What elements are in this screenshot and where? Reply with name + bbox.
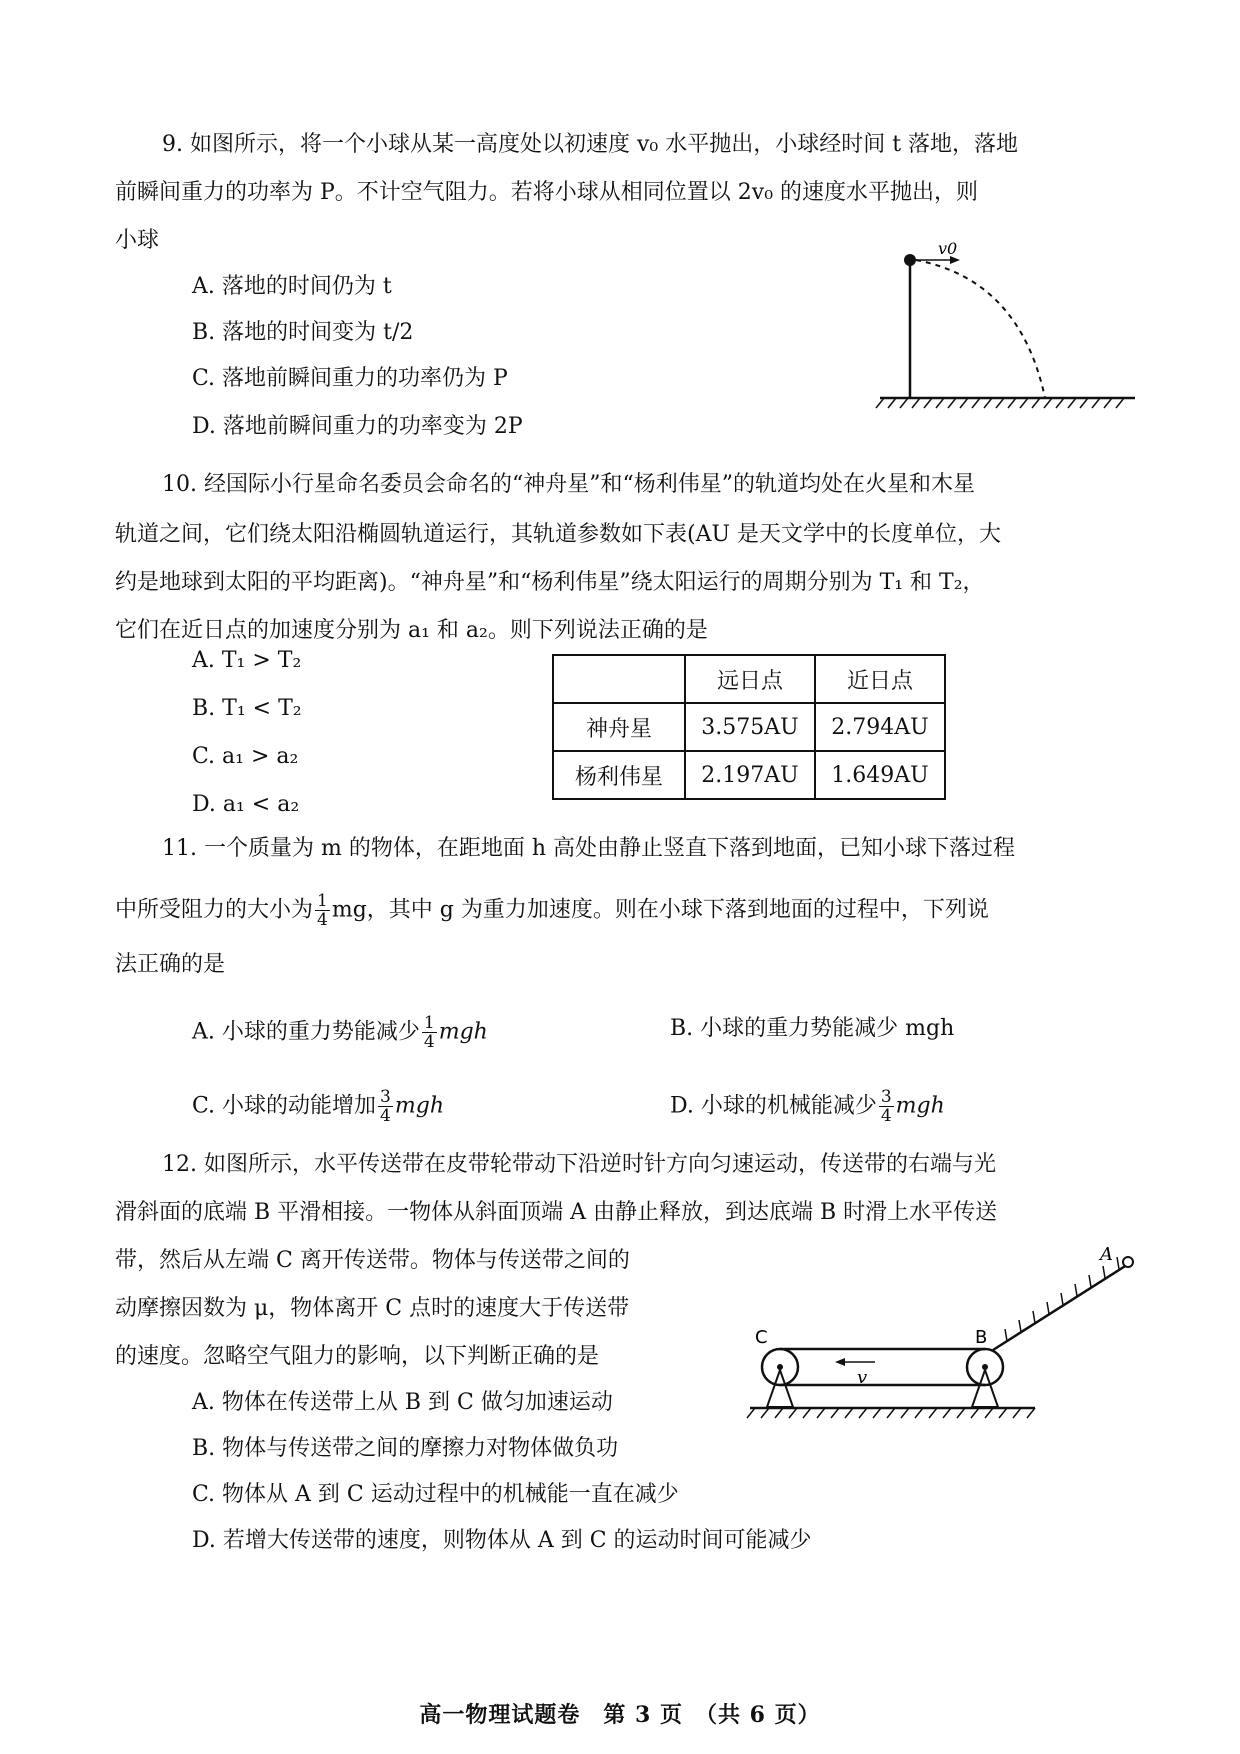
- q11-stem-line2: [115, 892, 989, 929]
- q11-option-d: D. 小球的机械能减少 $\frac{3}{4}$ mgh: [670, 1087, 945, 1126]
- fraction-three-quarters: $\frac{3}{4}$: [380, 1087, 391, 1126]
- q9-stem-line1: 9. 如图所示，将一个小球从某一高度处以初速度 v₀ 水平抛出，小球经时间 t 落地，落地: [162, 132, 1019, 157]
- q11-stem-line3: 法正确的是: [115, 952, 226, 977]
- q9-stem-line3: 小球: [115, 228, 160, 253]
- q12-stem-line5: 的速度。忽略空气阻力的影响，以下判断正确的是: [115, 1344, 600, 1369]
- table-cell: 神舟星: [553, 703, 685, 751]
- label-b: B: [975, 1327, 988, 1348]
- q9-option-a: A. 落地的时间仍为 t: [192, 274, 392, 299]
- q9-v0-label: v0: [938, 240, 958, 258]
- q10-stem-line4: 它们在近日点的加速度分别为 a₁ 和 a₂。则下列说法正确的是: [115, 618, 708, 643]
- q9-option-d: D. 落地前瞬间重力的功率变为 2P: [192, 414, 523, 439]
- q12-option-b: B. 物体与传送带之间的摩擦力对物体做负功: [192, 1436, 619, 1461]
- table-header-cell: [553, 655, 685, 703]
- table-cell: 3.575AU: [685, 703, 815, 751]
- label-a: A: [1100, 1245, 1113, 1265]
- q9-projectile-figure: [870, 240, 1140, 420]
- q12-stem-line2: 滑斜面的底端 B 平滑相接。一物体从斜面顶端 A 由静止释放，到达底端 B 时滑上水平传送: [115, 1200, 998, 1225]
- q12-option-a: A. 物体在传送带上从 B 到 C 做匀加速运动: [192, 1390, 613, 1415]
- q10-stem-line1: 10. 经国际小行星命名委员会命名的“神舟星”和“杨利伟星”的轨道均处在火星和木星: [162, 472, 975, 497]
- q12-option-c: C. 物体从 A 到 C 运动过程中的机械能一直在减少: [192, 1482, 679, 1507]
- q12-option-d: D. 若增大传送带的速度，则物体从 A 到 C 的运动时间可能减少: [192, 1528, 812, 1553]
- q11-option-b: B. 小球的重力势能减少 mgh: [670, 1016, 955, 1041]
- q10-option-a: A. T₁ > T₂: [192, 648, 302, 673]
- table-header-cell: 远日点: [685, 655, 815, 703]
- q11-option-a: A. 小球的重力势能减少 $\frac{1}{4}$ mgh: [192, 1013, 488, 1052]
- label-v: v: [857, 1367, 868, 1388]
- q10-option-d: D. a₁ < a₂: [192, 792, 300, 817]
- q12-stem-line3: 带，然后从左端 C 离开传送带。物体与传送带之间的: [115, 1248, 630, 1273]
- page-footer: 高一物理试题卷 第 3 页 （共 6 页）: [419, 1702, 821, 1728]
- q10-option-c: C. a₁ > a₂: [192, 744, 299, 769]
- q9-option-b: B. 落地的时间变为 t/2: [192, 320, 414, 345]
- q12-stem-line1: 12. 如图所示，水平传送带在皮带轮带动下沿逆时针方向匀速运动，传送带的右端与光: [162, 1152, 996, 1177]
- q9-option-c: C. 落地前瞬间重力的功率仍为 P: [192, 366, 508, 391]
- table-cell: 1.649AU: [815, 751, 945, 799]
- q11-stem-line2-prefix: 中所受阻力的大小为: [115, 897, 314, 923]
- fraction-three-quarters: $\frac{3}{4}$: [880, 1087, 892, 1126]
- q10-stem-line3: 约是地球到太阳的平均距离)。“神舟星”和“杨利伟星”绕太阳运行的周期分别为 T₁ 和 T₂，: [115, 570, 985, 595]
- table-header-cell: 近日点: [815, 655, 945, 703]
- fraction-one-quarter: $\frac{1}{4}$: [317, 891, 328, 930]
- q11-stem-line1: 11. 一个质量为 m 的物体，在距地面 h 高处由静止竖直下落到地面，已知小球下落过程: [162, 836, 1015, 861]
- table-row: [553, 751, 945, 799]
- label-c: C: [755, 1327, 768, 1348]
- fraction-one-quarter: $\frac{1}{4}$: [423, 1013, 435, 1052]
- table-row: [553, 703, 945, 751]
- table-cell: 2.197AU: [685, 751, 815, 799]
- q11-stem-line2-suffix: mg，其中 g 为重力加速度。则在小球下落到地面的过程中，下列说: [331, 897, 989, 923]
- q9-stem-line2: 前瞬间重力的功率为 P。不计空气阻力。若将小球从相同位置以 2v₀ 的速度水平抛出，则: [115, 180, 979, 205]
- orbit-parameters-table: [552, 654, 946, 800]
- table-header-row: [553, 655, 945, 703]
- table-cell: 2.794AU: [815, 703, 945, 751]
- q11-option-c: C. 小球的动能增加 $\frac{3}{4}$ mgh: [192, 1087, 444, 1126]
- q10-option-b: B. T₁ < T₂: [192, 696, 302, 721]
- q12-conveyor-belt-figure: [745, 1245, 1155, 1455]
- table-cell: 杨利伟星: [553, 751, 685, 799]
- q12-stem-line4: 动摩擦因数为 μ，物体离开 C 点时的速度大于传送带: [115, 1296, 630, 1321]
- q10-stem-line2: 轨道之间，它们绕太阳沿椭圆轨道运行，其轨道参数如下表(AU 是天文学中的长度单位，大: [115, 522, 1002, 547]
